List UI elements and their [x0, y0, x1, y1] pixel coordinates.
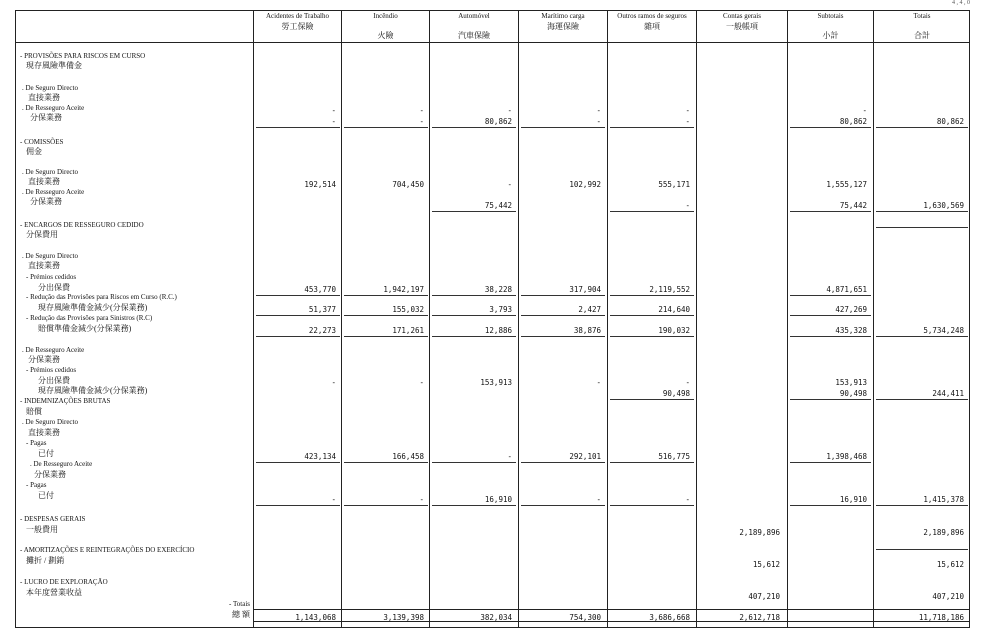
header-rule	[16, 42, 969, 43]
table-cell: 317,904	[569, 285, 601, 294]
row-label: . De Resseguro Aceite	[30, 460, 93, 468]
table-cell: 3,139,398	[383, 613, 424, 622]
column-divider	[341, 11, 342, 627]
cell-rule	[790, 505, 871, 506]
cell-rule	[876, 127, 968, 128]
cell-rule	[432, 295, 516, 296]
section-heading: - ENCARGOS DE RESSEGURO CEDIDO	[20, 221, 144, 229]
cell-rule	[790, 211, 871, 212]
cell-rule	[432, 336, 516, 337]
cell-rule	[521, 127, 605, 128]
table-cell: 155,032	[392, 305, 424, 314]
cell-rule	[432, 211, 516, 212]
row-label-zh: 已付	[38, 491, 54, 500]
table-cell: 38,228	[484, 285, 512, 294]
table-cell: 153,913	[480, 378, 512, 387]
table-cell: 2,427	[578, 305, 601, 314]
row-label: - Redução das Provisões para Sinistros (R.C)	[26, 314, 153, 322]
table-cell: 754,300	[569, 613, 601, 622]
table-cell: 1,630,569	[923, 201, 964, 210]
row-label-zh: 分保業務	[30, 197, 62, 206]
section-heading-zh: 一般費用	[26, 525, 58, 534]
table-cell: -	[419, 378, 424, 387]
table-cell: 16,910	[839, 495, 867, 504]
cell-rule	[610, 462, 694, 463]
cell-rule	[790, 295, 871, 296]
table-cell: -	[419, 106, 424, 115]
cell-rule	[610, 127, 694, 128]
table-cell: -	[596, 495, 601, 504]
row-label-zh: 分出保費	[38, 376, 70, 385]
cell-rule	[344, 315, 428, 316]
row-label-zh: 分保業務	[30, 113, 62, 122]
cell-rule	[610, 315, 694, 316]
table-cell: 22,273	[308, 326, 336, 335]
cell-rule	[876, 227, 968, 228]
table-cell: 1,143,068	[295, 613, 336, 622]
table-cell: -	[331, 378, 336, 387]
cell-rule	[344, 336, 428, 337]
cell-rule	[610, 336, 694, 337]
table-cell: 1,415,378	[923, 495, 964, 504]
cell-rule	[876, 336, 968, 337]
cell-rule	[610, 505, 694, 506]
cell-rule	[610, 399, 694, 400]
section-heading-zh: 本年度營業收益	[26, 588, 82, 597]
row-label: - Prémios cedidos	[26, 366, 77, 374]
table-cell: 166,458	[392, 452, 424, 461]
column-header: Subtotais 小計	[817, 12, 844, 40]
table-cell: 1,555,127	[826, 180, 867, 189]
row-label: - Prémios cedidos	[26, 273, 77, 281]
cell-rule	[521, 505, 605, 506]
section-heading: - COMISSÕES	[20, 138, 64, 146]
table-cell: 15,612	[752, 560, 780, 569]
table-cell: -	[862, 106, 867, 115]
table-cell: 12,886	[484, 326, 512, 335]
row-label-zh: 直接業務	[28, 261, 60, 270]
table-cell: 90,498	[662, 389, 690, 398]
table-cell: 75,442	[839, 201, 867, 210]
cell-rule	[432, 505, 516, 506]
totals-label: - Totais	[229, 600, 250, 608]
table-cell: 80,862	[484, 117, 512, 126]
table-cell: -	[331, 495, 336, 504]
table-cell: 5,734,248	[923, 326, 964, 335]
cell-rule	[344, 462, 428, 463]
cell-rule	[521, 462, 605, 463]
cell-rule	[876, 505, 968, 506]
table-cell: -	[596, 106, 601, 115]
cell-rule	[521, 315, 605, 316]
column-header: Totais 合計	[913, 12, 931, 40]
cell-rule	[432, 127, 516, 128]
column-divider	[429, 11, 430, 627]
cell-rule	[256, 127, 340, 128]
section-heading: - DESPESAS GERAIS	[20, 515, 86, 523]
row-label: . De Resseguro Aceite	[22, 188, 85, 196]
table-cell: 2,119,552	[649, 285, 690, 294]
section-heading-zh: 分保費用	[26, 230, 58, 239]
row-label: . De Resseguro Aceite	[22, 346, 85, 354]
table-cell: 38,876	[573, 326, 601, 335]
total-rule	[253, 621, 969, 622]
table-cell: 3,686,668	[649, 613, 690, 622]
table-cell: -	[596, 378, 601, 387]
table-cell: -	[685, 106, 690, 115]
table-cell: 555,171	[658, 180, 690, 189]
table-cell: 51,377	[308, 305, 336, 314]
table-cell: 427,269	[835, 305, 867, 314]
row-label: . De Seguro Directo	[22, 168, 78, 176]
table-cell: -	[507, 452, 512, 461]
table-cell: 80,862	[936, 117, 964, 126]
table-cell: 407,210	[932, 592, 964, 601]
row-label: . De Seguro Directo	[22, 252, 78, 260]
table-cell: 15,612	[936, 560, 964, 569]
row-label-zh: 已付	[38, 449, 54, 458]
cell-rule	[256, 315, 340, 316]
section-heading-zh: 攤折 / 劃銷	[26, 556, 65, 565]
section-heading: - AMORTIZAÇÕES E REINTEGRAÇÕES DO EXERCÍCIO	[20, 546, 195, 554]
row-label-zh: 分保業務	[34, 470, 66, 479]
table-cell: 407,210	[748, 592, 780, 601]
cell-rule	[521, 336, 605, 337]
table-cell: 214,640	[658, 305, 690, 314]
row-label-zh: 現存風險準備金減少(分保業務)	[38, 386, 148, 395]
cell-rule	[610, 295, 694, 296]
column-header: Automóvel 汽車保險	[458, 12, 490, 40]
total-rule	[253, 609, 969, 610]
row-label: - Redução das Provisões para Riscos em Curso (R.C.)	[26, 293, 177, 301]
cell-rule	[344, 295, 428, 296]
table-cell: 192,514	[304, 180, 336, 189]
table-cell: -	[419, 117, 424, 126]
cell-rule	[521, 295, 605, 296]
column-header: Outros ramos de seguros 雜項	[617, 12, 687, 31]
table-cell: 382,034	[480, 613, 512, 622]
table-cell: 423,134	[304, 452, 336, 461]
table-cell: -	[685, 378, 690, 387]
section-heading: - LUCRO DE EXPLORAÇÃO	[20, 578, 108, 586]
table-cell: -	[685, 117, 690, 126]
row-label-zh: 直接業務	[28, 177, 60, 186]
column-divider	[873, 11, 874, 627]
cell-rule	[876, 549, 968, 550]
table-cell: 2,189,896	[739, 528, 780, 537]
table-cell: 435,328	[835, 326, 867, 335]
row-label: - Pagas	[26, 481, 47, 489]
table-cell: -	[507, 106, 512, 115]
column-divider	[253, 11, 254, 627]
totals-label-zh: 總 額	[232, 610, 250, 619]
cell-rule	[790, 127, 871, 128]
row-label-zh: 賠償準備金減少(分保業務)	[38, 324, 132, 333]
table-cell: 1,398,468	[826, 452, 867, 461]
cell-rule	[790, 399, 871, 400]
table-cell: -	[596, 117, 601, 126]
cell-rule	[876, 211, 968, 212]
table-cell: 11,718,186	[918, 613, 964, 622]
table-cell: 171,261	[392, 326, 424, 335]
section-heading: - INDEMNIZAÇÕES BRUTAS	[20, 397, 111, 405]
table-cell: 453,770	[304, 285, 336, 294]
column-header: Marítimo carga 海運保險	[541, 12, 585, 31]
row-label: . De Seguro Directo	[22, 84, 78, 92]
section-heading-zh: 賠償	[26, 407, 42, 416]
row-label-zh: 直接業務	[28, 93, 60, 102]
page-reference: 4 , 4 , 0	[952, 0, 970, 6]
cell-rule	[432, 462, 516, 463]
table-cell: -	[685, 495, 690, 504]
column-divider	[518, 11, 519, 627]
financial-statement-table	[15, 10, 970, 628]
cell-rule	[256, 295, 340, 296]
column-header: Contas gerais 一般帳項	[723, 12, 761, 31]
table-cell: 292,101	[569, 452, 601, 461]
cell-rule	[256, 336, 340, 337]
column-divider	[696, 11, 697, 627]
table-cell: 190,032	[658, 326, 690, 335]
column-header: Acidentes de Trabalho 勞工保險	[266, 12, 329, 31]
table-cell: 153,913	[835, 378, 867, 387]
table-cell: 16,910	[484, 495, 512, 504]
cell-rule	[344, 127, 428, 128]
cell-rule	[790, 315, 871, 316]
table-cell: 244,411	[932, 389, 964, 398]
column-divider	[787, 11, 788, 627]
cell-rule	[876, 399, 968, 400]
section-heading-zh: 佣金	[26, 147, 42, 156]
table-cell: 516,775	[658, 452, 690, 461]
table-cell: 2,612,718	[739, 613, 780, 622]
table-cell: -	[507, 180, 512, 189]
column-divider	[607, 11, 608, 627]
table-cell: 90,498	[839, 389, 867, 398]
cell-rule	[256, 505, 340, 506]
cell-rule	[256, 462, 340, 463]
cell-rule	[432, 315, 516, 316]
row-label: . De Seguro Directo	[22, 418, 78, 426]
cell-rule	[610, 211, 694, 212]
table-cell: 704,450	[392, 180, 424, 189]
table-cell: 102,992	[569, 180, 601, 189]
table-cell: 80,862	[839, 117, 867, 126]
table-cell: -	[331, 117, 336, 126]
column-header: Incêndio 火險	[373, 12, 398, 40]
section-heading-zh: 現存風險準備金	[26, 61, 82, 70]
row-label-zh: 直接業務	[28, 428, 60, 437]
table-cell: -	[685, 201, 690, 210]
table-cell: -	[331, 106, 336, 115]
table-cell: 1,942,197	[383, 285, 424, 294]
row-label-zh: 分保業務	[28, 355, 60, 364]
row-label: . De Resseguro Aceite	[22, 104, 85, 112]
cell-rule	[790, 336, 871, 337]
table-cell: 4,871,651	[826, 285, 867, 294]
table-cell: 2,189,896	[923, 528, 964, 537]
row-label-zh: 現存風險準備金減少(分保業務)	[38, 303, 148, 312]
section-heading: - PROVISÕES PARA RISCOS EM CURSO	[20, 52, 146, 60]
cell-rule	[790, 462, 871, 463]
table-cell: 3,793	[489, 305, 512, 314]
table-cell: -	[419, 495, 424, 504]
row-label-zh: 分出保費	[38, 283, 70, 292]
row-label: - Pagas	[26, 439, 47, 447]
table-cell: 75,442	[484, 201, 512, 210]
cell-rule	[344, 505, 428, 506]
